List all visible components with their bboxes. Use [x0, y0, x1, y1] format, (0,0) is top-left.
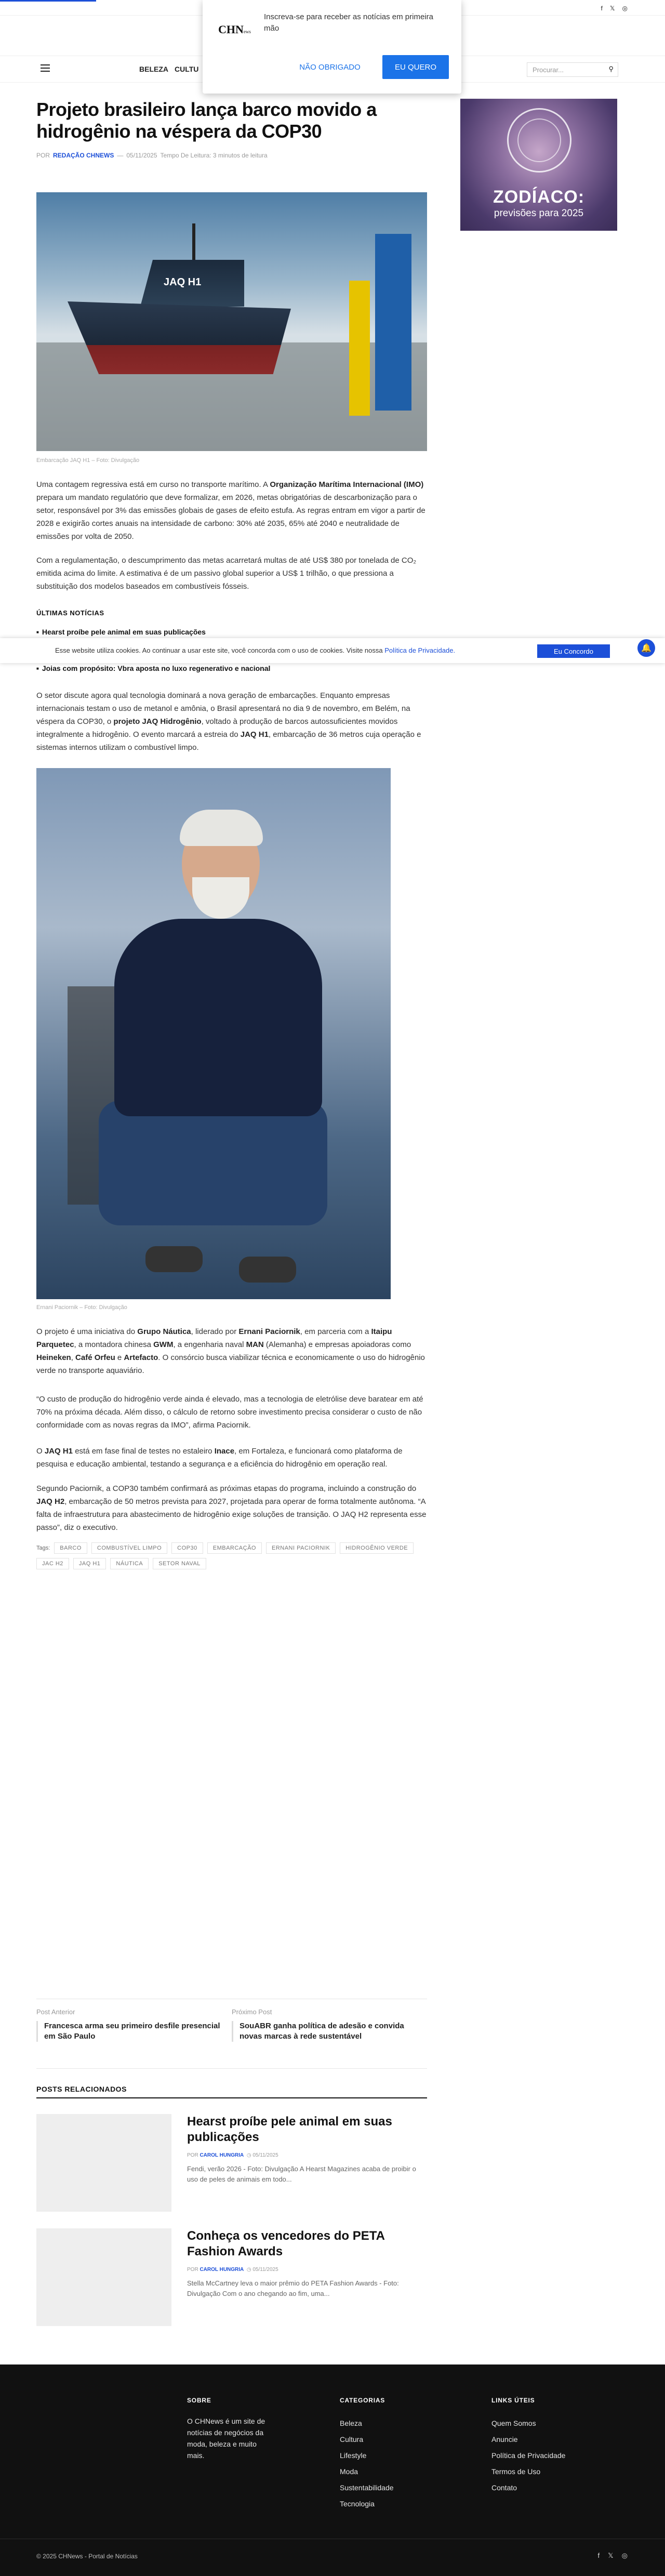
read-time: Tempo De Leitura: 3 minutos de leitura: [160, 152, 268, 159]
footer-link[interactable]: Lifestyle: [340, 2451, 367, 2460]
shoe-shape: [145, 1246, 203, 1272]
hair-shape: [180, 810, 263, 846]
meta-prefix: POR: [36, 152, 50, 159]
crane-structure: [375, 234, 411, 411]
shirt-shape: [114, 919, 322, 1116]
divider: [36, 2097, 427, 2098]
footer-about: [187, 2397, 275, 2461]
ship-hull: [68, 301, 291, 374]
jeans-shape: [99, 1101, 327, 1225]
push-decline-button[interactable]: NÃO OBRIGADO: [299, 62, 361, 72]
next-label: Próximo Post: [232, 2008, 272, 2016]
latest-news-title: ÚLTIMAS NOTÍCIAS: [36, 609, 104, 617]
related-posts-title: POSTS RELACIONADOS: [36, 2085, 127, 2093]
related-meta: POR CAROL HUNGRIA ◷ 05/11/2025: [187, 2267, 278, 2273]
next-title[interactable]: SouABR ganha política de adesão e convida novas marcas à rede sustentável: [232, 2021, 419, 2042]
related-author[interactable]: CAROL HUNGRIA: [200, 2267, 244, 2273]
ship-caption: Embarcação JAQ H1 – Foto: Divulgação: [36, 457, 140, 464]
footer-bottom: [0, 2539, 665, 2576]
facebook-icon[interactable]: f: [597, 2552, 600, 2559]
copyright: © 2025 CHNews - Portal de Notícias: [36, 2553, 138, 2560]
portrait-photo: [36, 768, 391, 1299]
yellow-pillar: [349, 281, 370, 416]
related-post: [36, 2114, 427, 2212]
nav-item-cultura[interactable]: CULTU: [175, 65, 199, 73]
ship-name-label: JAQ H1: [164, 276, 202, 288]
nav-item-beleza[interactable]: BELEZA: [139, 65, 168, 73]
top-social: [601, 5, 628, 12]
article-title: Projeto brasileiro lança barco movido a hidrogênio na véspera da COP30: [36, 99, 377, 142]
prev-title[interactable]: Francesca arma seu primeiro desfile presencial em São Paulo: [36, 2021, 223, 2042]
push-message: Inscreva-se para receber as notícias em primeira mão: [264, 12, 433, 33]
paragraph-5: “O custo de produção do hidrogênio verde ainda é elevado, mas a tecnologia de eletrólise deve baratear em até 70% na próxima década. Além disso, o cálculo de retorno sobre investimento precisa considerar o custo de não conformidade com as novas regras da IMO”, afirma Paciornik.: [36, 1395, 423, 1430]
footer-social: [598, 2552, 628, 2560]
related-title[interactable]: Hearst proíbe pele animal em suas publicações: [187, 2115, 392, 2144]
article-date: 05/11/2025: [126, 152, 157, 159]
latest-news-item[interactable]: ■ Joias com propósito: Vbra aposta no luxo regenerativo e nacional: [36, 664, 427, 672]
paragraph-7: Segundo Paciornik, a COP30 também confirmará as próximas etapas do programa, incluindo a construção do JAQ H2, embarcação de 50 metros prevista para 2027, projetada para operar de forma totalmente autônoma. “A falta de infraestrutura para abastecimento de hidrogênio exige soluções de transição. O JAQ H2 representa esse passo”, diz o executivo.: [36, 1484, 427, 1532]
instagram-icon[interactable]: ◎: [622, 5, 628, 12]
related-meta: POR CAROL HUNGRIA ◷ 05/11/2025: [187, 2152, 278, 2158]
footer-link[interactable]: Tecnologia: [340, 2500, 375, 2508]
latest-news-item[interactable]: ■ Hearst proíbe pele animal em suas publicações: [36, 628, 427, 636]
previous-post[interactable]: [36, 2008, 223, 2042]
tag[interactable]: ERNANI PACIORNIK: [266, 1542, 336, 1554]
push-notification-prompt: [203, 0, 461, 94]
ad-subtitle: previsões para 2025: [494, 208, 584, 219]
footer-link[interactable]: Beleza: [340, 2419, 362, 2427]
author-link[interactable]: REDAÇÃO CHNEWS: [53, 152, 114, 159]
prev-label: Post Anterior: [36, 2008, 75, 2016]
shoe-shape: [239, 1257, 296, 1283]
paragraph-6: O JAQ H1 está em fase final de testes no estaleiro Inace, em Fortaleza, e funcionará como plataforma de pesquisa e educação ambiental, testando a segurança e a eficiência do hidrogênio em operação real.: [36, 1447, 403, 1469]
tag[interactable]: COMBUSTÍVEL LIMPO: [91, 1542, 167, 1554]
meta-separator: —: [117, 152, 124, 159]
footer-about-heading: SOBRE: [187, 2397, 211, 2404]
paragraph-2: Com a regulamentação, o descumprimento das metas acarretará multas de até US$ 380 por tonelada de CO₂ emitida acima do limite. A estimativa é de um passivo global superior a US$ 1 trilhão, o que pressiona a substituição dos modelos baseados em combustíveis fósseis.: [36, 556, 417, 591]
portrait-caption: Ernani Paciornik – Foto: Divulgação: [36, 1304, 127, 1311]
article-meta: [36, 152, 268, 159]
related-thumbnail[interactable]: [36, 2228, 171, 2326]
tag[interactable]: NÁUTICA: [110, 1558, 149, 1569]
ad-title: ZODÍACO:: [493, 187, 585, 207]
tag[interactable]: JAQ H1: [73, 1558, 107, 1569]
beard-shape: [192, 877, 249, 919]
tags-label: Tags:: [36, 1545, 50, 1551]
paragraph-3: O setor discute agora qual tecnologia dominará a nova geração de embarcações. Enquanto empresas internacionais testam o uso de metanol e amônia, o Brasil apresentará no dia 9 de novembro, em Belém, na véspera da COP30, o projeto JAQ Hidrogênio, voltado à produção de barcos autossuficientes movidos integralmente a hidrogênio. O evento marcará a estreia do JAQ H1, embarcação de 36 metros cuja operação e sistemas internos utilizam o combustível limpo.: [36, 691, 421, 752]
tag[interactable]: EMBARCAÇÃO: [207, 1542, 262, 1554]
footer-link[interactable]: Contato: [491, 2483, 517, 2492]
related-thumbnail[interactable]: [36, 2114, 171, 2212]
privacy-link[interactable]: Política de Privacidade.: [384, 646, 456, 654]
footer-about-text: O CHNews é um site de notícias de negócios da moda, beleza e muito mais.: [187, 2417, 265, 2460]
search-icon[interactable]: ⚲: [608, 65, 614, 73]
x-icon[interactable]: 𝕏: [609, 5, 615, 12]
bell-icon[interactable]: 🔔: [637, 639, 655, 657]
tag-list: [36, 1542, 427, 1569]
footer-categories: [340, 2397, 394, 2512]
instagram-icon[interactable]: ◎: [621, 2552, 628, 2559]
footer-link[interactable]: Quem Somos: [491, 2419, 536, 2427]
divider: [36, 2068, 427, 2069]
related-excerpt: Stella McCartney leva o maior prêmio do PETA Fashion Awards - Foto: Divulgação Com o ano chegando ao fim, uma...: [187, 2279, 399, 2297]
footer: [0, 2364, 665, 2576]
related-post: [36, 2228, 427, 2326]
footer-link[interactable]: Cultura: [340, 2435, 364, 2443]
next-post[interactable]: [232, 2008, 419, 2042]
tag[interactable]: COP30: [171, 1542, 203, 1554]
footer-link[interactable]: Sustentabilidade: [340, 2483, 394, 2492]
tag[interactable]: SETOR NAVAL: [153, 1558, 206, 1569]
related-title[interactable]: Conheça os vencedores do PETA Fashion Awards: [187, 2229, 385, 2258]
related-excerpt: Fendi, verão 2026 - Foto: Divulgação A Hearst Magazines acaba de proibir o uso de peles de animais em todo...: [187, 2165, 416, 2183]
search-input[interactable]: Procurar... ⚲: [527, 62, 618, 77]
footer-categories-heading: CATEGORIAS: [340, 2397, 385, 2404]
facebook-icon[interactable]: f: [601, 5, 603, 12]
accent-line: [0, 0, 96, 2]
push-accept-button[interactable]: EU QUERO: [382, 55, 449, 79]
tag[interactable]: JAC H2: [36, 1558, 69, 1569]
nav-menu: [139, 65, 198, 73]
footer-link[interactable]: Moda: [340, 2467, 358, 2476]
tag[interactable]: BARCO: [54, 1542, 87, 1554]
cookie-accept-button[interactable]: Eu Concordo: [537, 644, 610, 658]
x-icon[interactable]: 𝕏: [608, 2552, 614, 2559]
sidebar-ad-banner[interactable]: [460, 99, 617, 231]
footer-link[interactable]: Política de Privacidade: [491, 2451, 566, 2460]
zodiac-inner-ring: [517, 118, 561, 162]
menu-icon[interactable]: [41, 64, 50, 72]
tag[interactable]: HIDROGÊNIO VERDE: [340, 1542, 414, 1554]
ship-photo: [36, 192, 427, 451]
push-logo: CHNews: [218, 23, 251, 36]
footer-link[interactable]: Anuncie: [491, 2435, 518, 2443]
cookie-bar: [0, 638, 665, 663]
paragraph-1: Uma contagem regressiva está em curso no transporte marítimo. A Organização Marítima Internacional (IMO) prepara um mandato regulatório que deve formalizar, em 2026, metas obrigatórias de descarbonização para o setor, responsável por 3% das emissões globais de gases de efeito estufa. As regras entram em vigor a partir de 2028 e exigirão cortes anuais na intensidade de carbono: 30% até 2035, 65% até 2040 e neutralidade de emissões por volta de 2050.: [36, 480, 425, 541]
paragraph-4: O projeto é uma iniciativa do Grupo Náutica, liderado por Ernani Paciornik, em parceria com a Itaipu Parquetec, a montadora chinesa GWM, a engenharia naval MAN (Alemanha) e empresas apoiadoras como Heineken, Café Orfeu e Artefacto. O consórcio busca viabilizar técnica e economicamente o uso do hidrogênio verde no transporte aquaviário.: [36, 1327, 425, 1375]
footer-useful-links: [491, 2397, 565, 2496]
footer-link[interactable]: Termos de Uso: [491, 2467, 541, 2476]
ship-mast: [192, 223, 195, 265]
footer-links-heading: LINKS ÚTEIS: [491, 2397, 535, 2404]
related-author[interactable]: CAROL HUNGRIA: [200, 2152, 244, 2158]
cookie-text: Esse website utiliza cookies. Ao continuar a usar este site, você concorda com o uso de cookies. Visite nossa Política de Privacidade.: [55, 646, 456, 654]
